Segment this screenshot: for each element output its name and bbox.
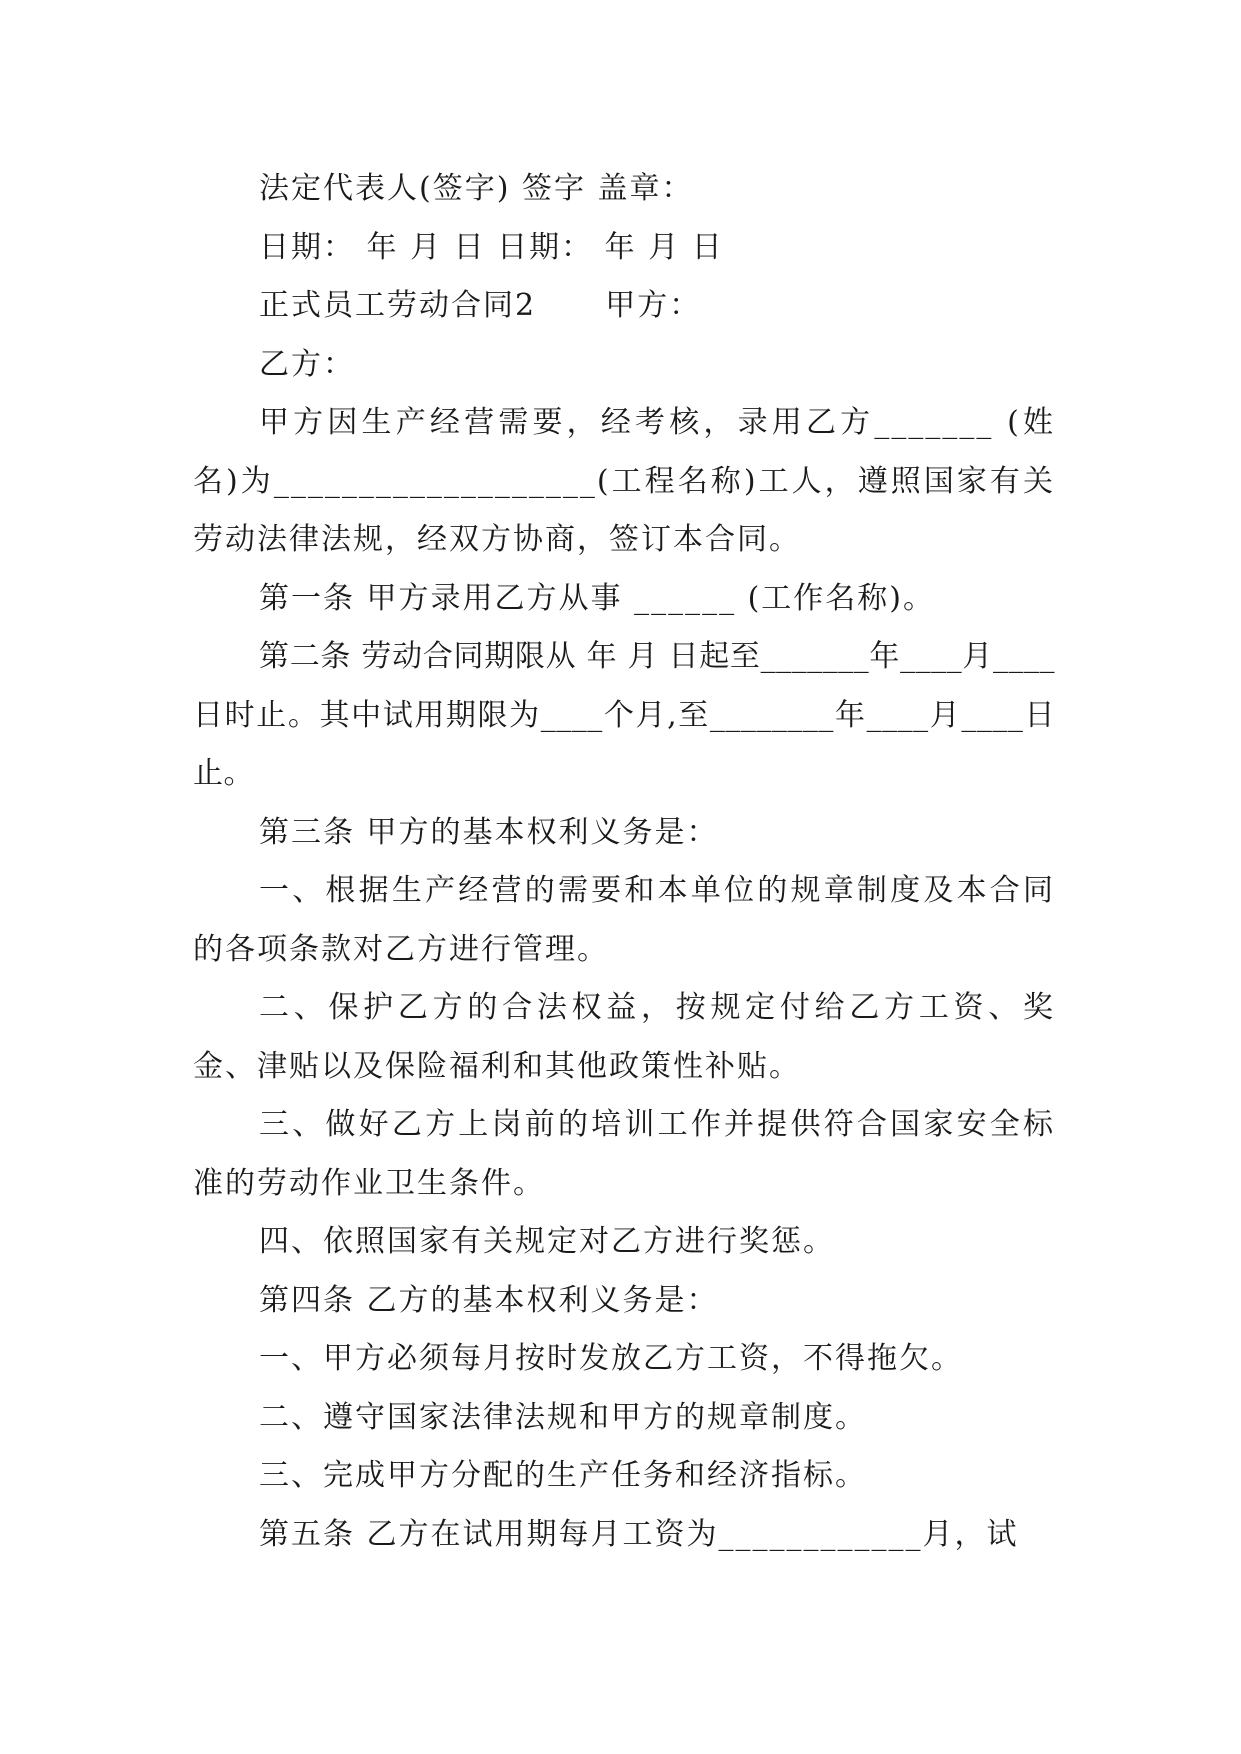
article-3-item-4: 四、依照国家有关规定对乙方进行奖惩。 xyxy=(259,1224,835,1259)
article-3-item-1: 一、根据生产经营的需要和本单位的规章制度及本合同的各项条款对乙方进行管理。 xyxy=(193,873,1055,967)
article-3-heading: 第三条 甲方的基本权利义务是： xyxy=(259,814,719,850)
date-line: 日期： 年 月 日 日期： 年 月 日 xyxy=(259,229,724,265)
article-4-item-2: 二、遵守国家法律法规和甲方的规章制度。 xyxy=(259,1399,867,1435)
article-2: 第二条 劳动合同期限从 年 月 日起至_______年____月____日时止。其中试用期限为____个月,至________年____月____日止。 xyxy=(193,639,1055,791)
article-3-item-3: 三、做好乙方上岗前的培训工作并提供符合国家安全标准的劳动作业卫生条件。 xyxy=(193,1107,1055,1201)
article-5: 第五条 乙方在试用期每月工资为____________月，试 xyxy=(259,1516,1019,1552)
document-body xyxy=(193,160,1055,1564)
article-3-item-2: 二、保护乙方的合法权益，按规定付给乙方工资、奖金、津贴以及保险福利和其他政策性补贴。 xyxy=(193,990,1055,1084)
article-4-item-1: 一、甲方必须每月按时发放乙方工资，不得拖欠。 xyxy=(259,1341,963,1376)
party-b-line: 乙方： xyxy=(259,346,355,382)
article-1: 第一条 甲方录用乙方从事 ______ (工作名称)。 xyxy=(259,580,936,616)
contract-title-line: 正式员工劳动合同2 甲方： xyxy=(259,288,702,323)
article-4-item-3: 三、完成甲方分配的生产任务和经济指标。 xyxy=(259,1458,867,1493)
article-4-heading: 第四条 乙方的基本权利义务是： xyxy=(259,1282,719,1318)
intro-paragraph: 甲方因生产经营需要，经考核，录用乙方_______ (姓名)为___________________(工程名称)工人，遵照国家有关劳动法律法规，经双方协商，签订本合同。 xyxy=(193,405,1055,557)
signature-line: 法定代表人(签字) 签字 盖章： xyxy=(259,171,694,206)
